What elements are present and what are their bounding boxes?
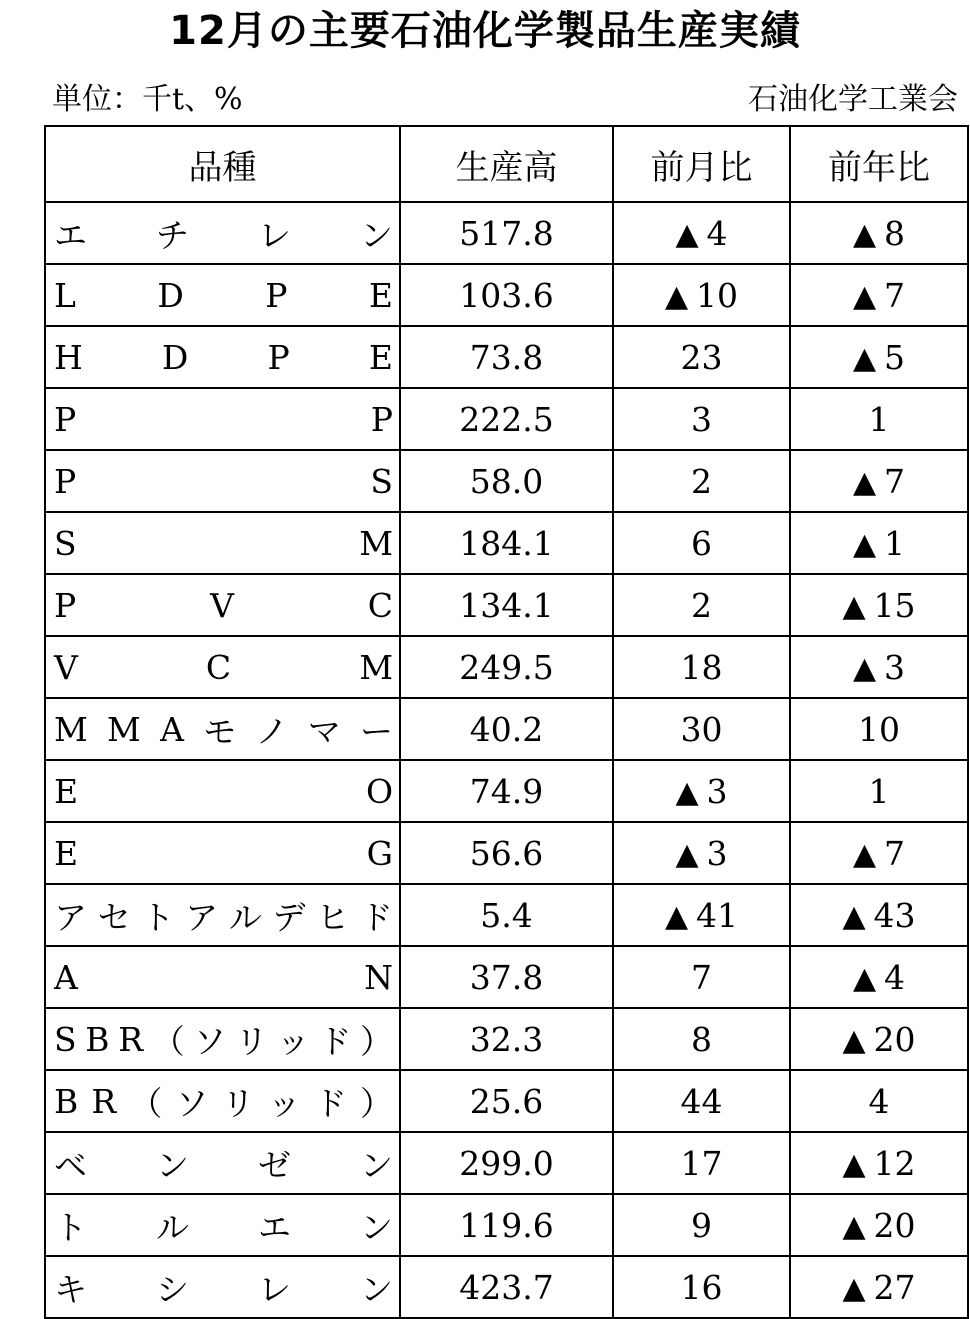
source-label: 石油化学工業会	[748, 82, 958, 117]
production-value: 5.4	[400, 884, 613, 946]
product-name-char: E	[54, 771, 79, 811]
product-name-char: S	[54, 1019, 77, 1059]
product-name-char: P	[265, 275, 288, 315]
product-name-cell	[45, 1256, 400, 1318]
product-name-char: レ	[258, 1269, 291, 1309]
production-table	[44, 125, 969, 1319]
yoy-change-value: 1	[884, 523, 906, 563]
mom-change-cell	[613, 512, 790, 574]
product-name-cell	[45, 574, 400, 636]
product-name-char: マ	[307, 711, 341, 751]
product-name-char: G	[366, 833, 393, 873]
negative-triangle-icon: ▲	[852, 216, 877, 252]
product-name-char: A	[54, 957, 78, 997]
table-row	[45, 698, 968, 760]
product-name-char: ン	[360, 215, 393, 255]
yoy-change-value: 4	[868, 1081, 890, 1121]
header-product: 品種	[45, 126, 400, 202]
yoy-change-value: 12	[873, 1143, 916, 1183]
product-name-char: V	[54, 647, 78, 687]
product-name-char: R	[118, 1019, 144, 1059]
product-name-char: D	[157, 275, 184, 315]
yoy-change-value: 20	[873, 1019, 916, 1059]
mom-change-value: 2	[691, 461, 712, 501]
product-name-char: ）	[359, 1021, 393, 1061]
product-name-char: セ	[97, 897, 131, 937]
yoy-change-cell	[790, 326, 968, 388]
mom-change-value: 3	[691, 399, 712, 439]
mom-change-cell	[613, 698, 790, 760]
product-name-char: ン	[156, 1145, 189, 1185]
negative-triangle-icon: ▲	[842, 1208, 866, 1244]
table-row	[45, 326, 968, 388]
negative-triangle-icon: ▲	[664, 898, 689, 934]
table-row	[45, 1256, 968, 1318]
product-name-char: D	[161, 337, 189, 377]
product-name-char: ン	[360, 1207, 393, 1247]
mom-change-value: 4	[706, 213, 728, 253]
production-value: 73.8	[400, 326, 613, 388]
product-name-char: C	[205, 647, 232, 687]
yoy-change-value: 5	[884, 337, 906, 377]
mom-change-value: 7	[691, 957, 712, 997]
product-name-char: シ	[156, 1269, 189, 1309]
product-name-char: ソ	[193, 1021, 227, 1061]
production-value: 249.5	[400, 636, 613, 698]
table-row	[45, 1008, 968, 1070]
product-name-char: E	[54, 833, 79, 873]
negative-triangle-icon: ▲	[852, 464, 877, 500]
product-name-char: P	[370, 399, 393, 439]
mom-change-value: 16	[680, 1267, 723, 1307]
mom-change-cell	[613, 574, 790, 636]
negative-triangle-icon: ▲	[852, 650, 877, 686]
product-name-char: V	[210, 585, 234, 625]
table-row	[45, 202, 968, 264]
production-value: 40.2	[400, 698, 613, 760]
yoy-change-value: 10	[858, 709, 900, 749]
yoy-change-value: 8	[884, 213, 906, 253]
product-name-char: （	[129, 1083, 163, 1123]
product-name-char: M	[359, 647, 393, 687]
product-name-char: O	[365, 771, 393, 811]
product-name-char: モ	[203, 711, 237, 751]
product-name-char: ヒ	[316, 897, 350, 937]
product-name-char: ゼ	[258, 1145, 291, 1185]
product-name-char: R	[91, 1081, 117, 1121]
product-name-cell	[45, 1070, 400, 1132]
table-body	[45, 202, 968, 1318]
mom-change-cell	[613, 202, 790, 264]
header-mom: 前月比	[613, 126, 790, 202]
negative-triangle-icon: ▲	[852, 836, 877, 872]
product-name-char: E	[368, 275, 393, 315]
product-name-cell	[45, 512, 400, 574]
yoy-change-cell	[790, 636, 968, 698]
production-value: 103.6	[400, 264, 613, 326]
yoy-change-value: 7	[884, 275, 906, 315]
yoy-change-cell	[790, 264, 968, 326]
table-row	[45, 574, 968, 636]
mom-change-cell	[613, 1194, 790, 1256]
product-name-char: H	[54, 337, 83, 377]
table-row	[45, 1070, 968, 1132]
mom-change-cell	[613, 450, 790, 512]
mom-change-cell	[613, 326, 790, 388]
mom-change-value: 23	[680, 337, 723, 377]
yoy-change-value: 7	[884, 833, 906, 873]
product-name-char: ）	[360, 1083, 393, 1123]
negative-triangle-icon: ▲	[664, 278, 689, 314]
yoy-change-cell	[790, 1132, 968, 1194]
table-row	[45, 636, 968, 698]
table-row	[45, 512, 968, 574]
production-value: 32.3	[400, 1008, 613, 1070]
product-name-char: チ	[156, 215, 189, 255]
product-name-char: エ	[258, 1207, 291, 1247]
mom-change-value: 9	[691, 1205, 712, 1245]
production-value: 517.8	[400, 202, 613, 264]
production-value: 299.0	[400, 1132, 613, 1194]
table-row	[45, 760, 968, 822]
product-name-char: ノ	[255, 711, 289, 751]
product-name-char: C	[367, 585, 393, 625]
product-name-char: ド	[318, 1021, 352, 1061]
product-name-char: リ	[221, 1083, 255, 1123]
product-name-char: M	[107, 709, 141, 749]
product-name-cell	[45, 760, 400, 822]
negative-triangle-icon: ▲	[842, 1022, 866, 1058]
product-name-char: ル	[228, 897, 262, 937]
yoy-change-cell	[790, 574, 968, 636]
yoy-change-cell	[790, 512, 968, 574]
yoy-change-cell	[790, 884, 968, 946]
yoy-change-cell	[790, 202, 968, 264]
yoy-change-cell	[790, 1256, 968, 1318]
yoy-change-cell	[790, 760, 968, 822]
mom-change-value: 3	[706, 833, 728, 873]
yoy-change-value: 3	[884, 647, 906, 687]
mom-change-cell	[613, 760, 790, 822]
product-name-char: A	[160, 709, 184, 749]
mom-change-cell	[613, 264, 790, 326]
product-name-char: S	[54, 523, 77, 563]
product-name-cell	[45, 388, 400, 450]
mom-change-value: 3	[706, 771, 728, 811]
mom-change-value: 10	[696, 275, 739, 315]
production-value: 56.6	[400, 822, 613, 884]
yoy-change-cell	[790, 1070, 968, 1132]
mom-change-cell	[613, 822, 790, 884]
product-name-cell	[45, 450, 400, 512]
page-title: 12月の主要石油化学製品生産実績	[169, 8, 801, 54]
product-name-char: M	[54, 709, 88, 749]
yoy-change-value: 4	[884, 957, 906, 997]
yoy-change-value: 7	[884, 461, 906, 501]
product-name-char: ト	[141, 897, 175, 937]
mom-change-cell	[613, 946, 790, 1008]
product-name-char: ド	[359, 897, 393, 937]
product-name-cell	[45, 946, 400, 1008]
mom-change-cell	[613, 388, 790, 450]
header-row	[45, 126, 968, 202]
mom-change-cell	[613, 1008, 790, 1070]
product-name-char: ン	[360, 1145, 393, 1185]
header-production: 生産高	[400, 126, 613, 202]
table-row	[45, 1132, 968, 1194]
yoy-change-value: 27	[873, 1267, 916, 1307]
mom-change-cell	[613, 636, 790, 698]
yoy-change-cell	[790, 1194, 968, 1256]
product-name-cell	[45, 636, 400, 698]
production-value: 134.1	[400, 574, 613, 636]
mom-change-cell	[613, 1132, 790, 1194]
header-yoy: 前年比	[790, 126, 968, 202]
yoy-change-cell	[790, 450, 968, 512]
production-value: 37.8	[400, 946, 613, 1008]
production-value: 25.6	[400, 1070, 613, 1132]
product-name-char: キ	[54, 1269, 87, 1309]
product-name-cell	[45, 698, 400, 760]
production-value: 423.7	[400, 1256, 613, 1318]
production-value: 222.5	[400, 388, 613, 450]
yoy-change-value: 1	[868, 771, 890, 811]
product-name-char: ル	[156, 1207, 189, 1247]
product-name-char: ト	[54, 1207, 87, 1247]
product-name-char: ン	[360, 1269, 393, 1309]
yoy-change-value: 15	[873, 585, 916, 625]
product-name-cell	[45, 264, 400, 326]
product-name-char: デ	[272, 897, 306, 937]
product-name-char: ソ	[175, 1083, 209, 1123]
product-name-char: ベ	[54, 1145, 87, 1185]
product-name-char: B	[85, 1019, 110, 1059]
product-name-char: P	[54, 399, 77, 439]
product-name-char: B	[54, 1081, 79, 1121]
product-name-char: ッ	[276, 1021, 310, 1061]
table-row	[45, 946, 968, 1008]
product-name-char: （	[151, 1021, 185, 1061]
negative-triangle-icon: ▲	[852, 278, 877, 314]
product-name-cell	[45, 1132, 400, 1194]
negative-triangle-icon: ▲	[675, 836, 699, 872]
production-value: 184.1	[400, 512, 613, 574]
yoy-change-cell	[790, 946, 968, 1008]
mom-change-value: 30	[680, 709, 723, 749]
yoy-change-cell	[790, 822, 968, 884]
mom-change-cell	[613, 884, 790, 946]
product-name-char: ア	[54, 897, 87, 937]
product-name-cell	[45, 884, 400, 946]
mom-change-value: 8	[691, 1019, 712, 1059]
negative-triangle-icon: ▲	[842, 588, 866, 624]
negative-triangle-icon: ▲	[842, 1146, 866, 1182]
table-row	[45, 822, 968, 884]
table-row	[45, 884, 968, 946]
negative-triangle-icon: ▲	[842, 1270, 866, 1306]
product-name-char: ア	[185, 897, 219, 937]
table-row	[45, 264, 968, 326]
product-name-char: L	[54, 275, 76, 315]
mom-change-cell	[613, 1070, 790, 1132]
yoy-change-cell	[790, 1008, 968, 1070]
yoy-change-cell	[790, 388, 968, 450]
product-name-cell	[45, 1194, 400, 1256]
yoy-change-value: 20	[873, 1205, 916, 1245]
production-value: 58.0	[400, 450, 613, 512]
negative-triangle-icon: ▲	[675, 774, 699, 810]
product-name-char: M	[359, 523, 393, 563]
negative-triangle-icon: ▲	[852, 960, 877, 996]
negative-triangle-icon: ▲	[675, 216, 699, 252]
production-value: 74.9	[400, 760, 613, 822]
product-name-char: P	[54, 585, 77, 625]
unit-label: 単位：千t、%	[52, 82, 243, 117]
mom-change-value: 17	[680, 1143, 723, 1183]
table-row	[45, 1194, 968, 1256]
product-name-char: N	[364, 957, 393, 997]
product-name-char: リ	[235, 1021, 269, 1061]
mom-change-cell	[613, 1256, 790, 1318]
product-name-char: エ	[54, 215, 87, 255]
yoy-change-cell	[790, 698, 968, 760]
mom-change-value: 2	[691, 585, 712, 625]
product-name-char: S	[370, 461, 393, 501]
yoy-change-value: 1	[868, 399, 890, 439]
product-name-cell	[45, 1008, 400, 1070]
mom-change-value: 41	[696, 895, 739, 935]
product-name-char: ー	[359, 711, 393, 751]
product-name-cell	[45, 822, 400, 884]
table-row	[45, 388, 968, 450]
product-name-cell	[45, 202, 400, 264]
negative-triangle-icon: ▲	[852, 340, 877, 376]
product-name-char: レ	[258, 215, 291, 255]
negative-triangle-icon: ▲	[842, 898, 866, 934]
product-name-char: P	[54, 461, 77, 501]
yoy-change-value: 43	[873, 895, 916, 935]
table-row	[45, 450, 968, 512]
production-value: 119.6	[400, 1194, 613, 1256]
mom-change-value: 18	[680, 647, 723, 687]
product-name-char: P	[267, 337, 290, 377]
mom-change-value: 6	[691, 523, 712, 563]
mom-change-value: 44	[680, 1081, 723, 1121]
negative-triangle-icon: ▲	[852, 526, 877, 562]
product-name-cell	[45, 326, 400, 388]
product-name-char: ッ	[267, 1083, 301, 1123]
product-name-char: ド	[313, 1083, 347, 1123]
product-name-char: E	[368, 337, 393, 377]
